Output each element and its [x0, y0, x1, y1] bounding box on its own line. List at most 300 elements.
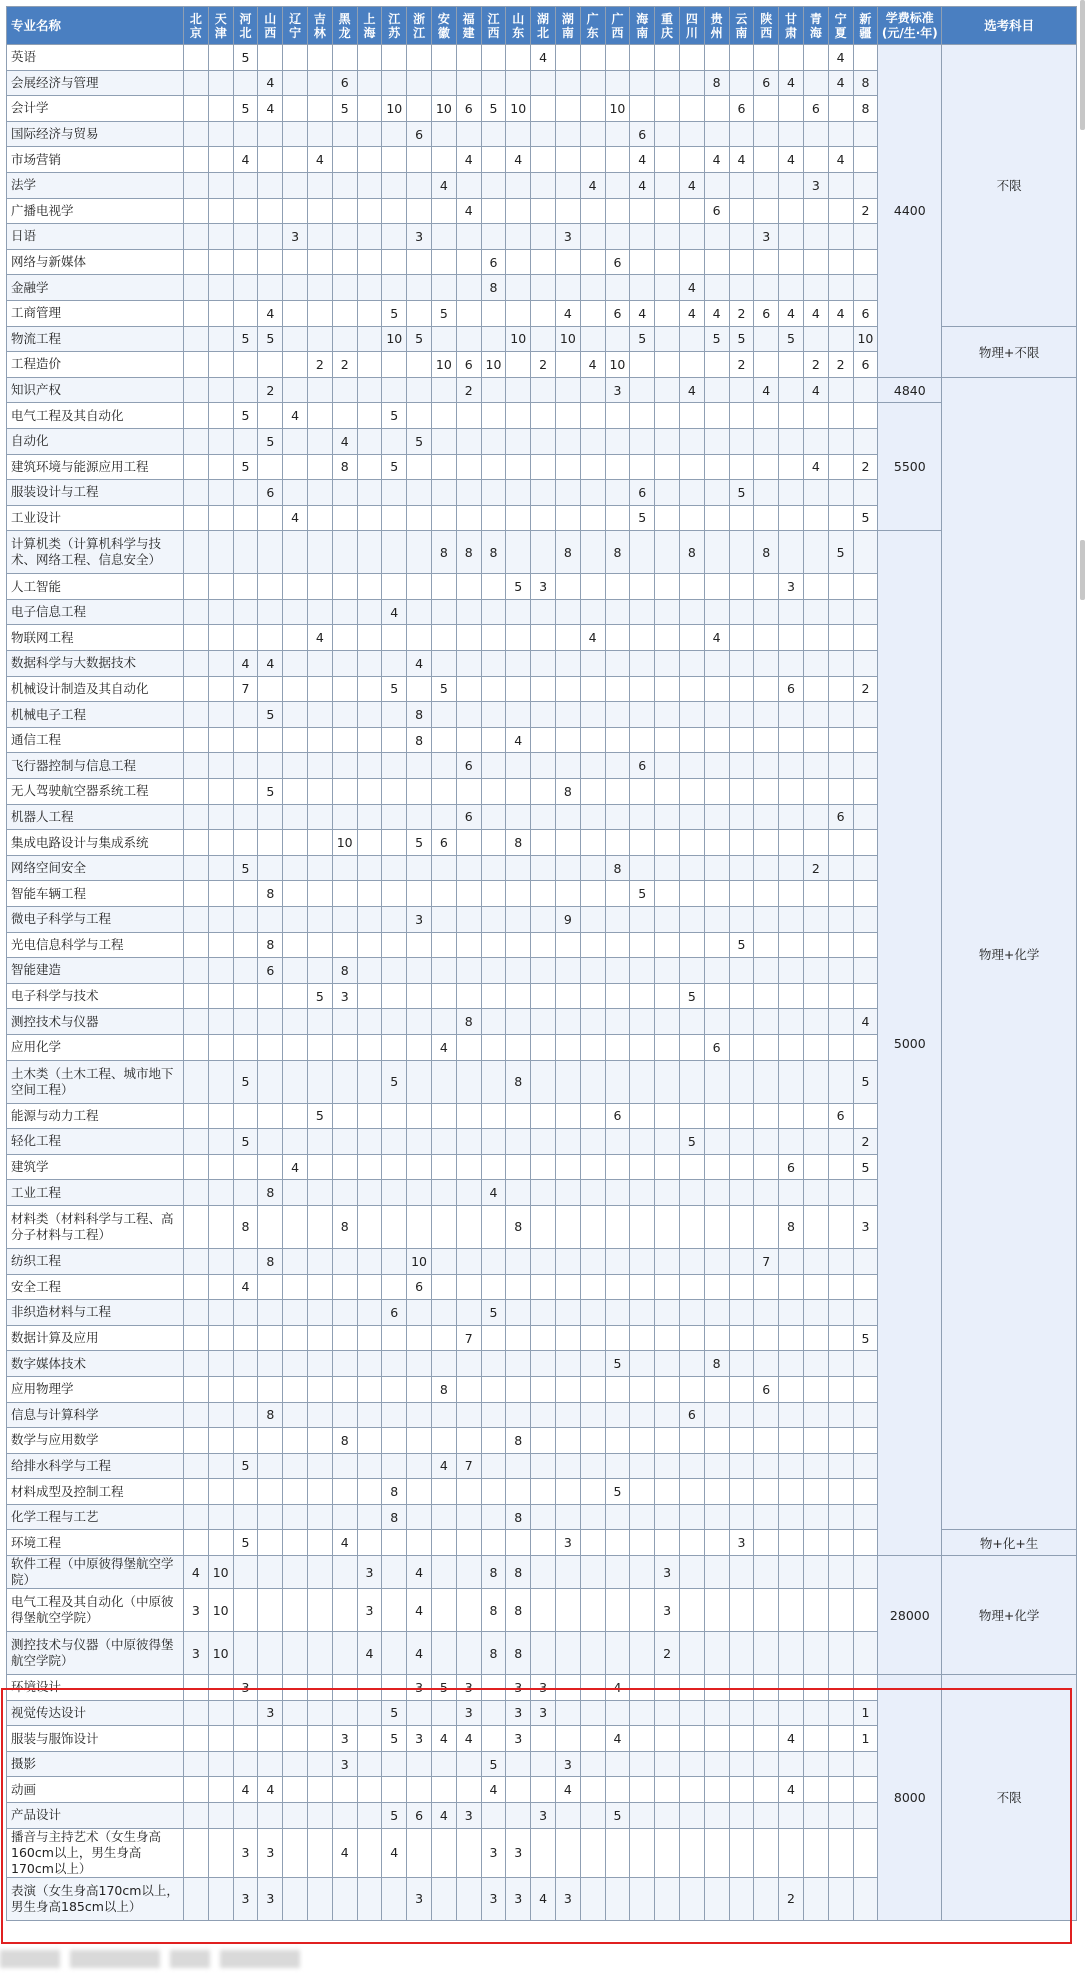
quota-cell [258, 599, 283, 625]
quota-cell [332, 326, 357, 352]
quota-cell [456, 1205, 481, 1248]
quota-cell [704, 1700, 729, 1726]
quota-cell [208, 300, 233, 326]
quota-cell [828, 1453, 853, 1479]
blurred-watermark [0, 1950, 300, 1968]
quota-cell [431, 881, 456, 907]
quota-cell: 4 [357, 1632, 382, 1675]
quota-cell [431, 1180, 456, 1206]
quota-cell [208, 983, 233, 1009]
quota-cell [382, 275, 407, 301]
quota-cell [258, 830, 283, 856]
quota-cell [555, 1632, 580, 1675]
quota-cell [456, 403, 481, 429]
quota-cell: 4 [332, 1530, 357, 1556]
quota-cell [481, 779, 506, 805]
quota-cell [283, 1376, 308, 1402]
quota-cell [803, 753, 828, 779]
major-name-cell: 应用物理学 [7, 1376, 184, 1402]
quota-cell [580, 753, 605, 779]
quota-cell: 4 [828, 300, 853, 326]
quota-cell [828, 1376, 853, 1402]
quota-cell [555, 275, 580, 301]
quota-cell [184, 224, 209, 250]
quota-cell [679, 1351, 704, 1377]
quota-cell [431, 599, 456, 625]
quota-cell [258, 147, 283, 173]
quota-cell [382, 830, 407, 856]
quota-cell [382, 625, 407, 651]
quota-cell [531, 326, 556, 352]
quota-cell [283, 1726, 308, 1752]
quota-cell [233, 1248, 258, 1274]
quota-cell [729, 599, 754, 625]
quota-cell [828, 1300, 853, 1326]
major-name-cell: 建筑学 [7, 1154, 184, 1180]
quota-cell [679, 480, 704, 506]
quota-cell [729, 428, 754, 454]
quota-cell: 4 [779, 300, 804, 326]
quota-cell: 6 [456, 352, 481, 378]
quota-cell [828, 377, 853, 403]
quota-cell [580, 958, 605, 984]
quota-cell [679, 907, 704, 933]
quota-cell [779, 1504, 804, 1530]
quota-cell [184, 1828, 209, 1877]
quota-cell [382, 1325, 407, 1351]
quota-cell [704, 1129, 729, 1155]
quota-cell [382, 352, 407, 378]
quota-cell [184, 70, 209, 96]
fee-cell: 5000 [878, 531, 942, 1556]
quota-cell [630, 1376, 655, 1402]
quota-cell: 5 [233, 454, 258, 480]
quota-cell [332, 727, 357, 753]
quota-cell [431, 804, 456, 830]
quota-cell [357, 1751, 382, 1777]
quota-cell: 4 [258, 96, 283, 122]
quota-cell [307, 1726, 332, 1752]
quota-cell [407, 1376, 432, 1402]
quota-cell [729, 172, 754, 198]
scrollbar-thumb-secondary[interactable] [1080, 540, 1085, 600]
quota-cell [679, 505, 704, 531]
quota-cell [531, 855, 556, 881]
quota-cell [431, 505, 456, 531]
quota-cell [357, 1828, 382, 1877]
quota-cell [779, 224, 804, 250]
quota-cell: 6 [407, 1803, 432, 1829]
quota-cell [803, 1453, 828, 1479]
quota-cell [506, 70, 531, 96]
quota-cell: 4 [605, 1726, 630, 1752]
quota-cell [481, 454, 506, 480]
quota-cell: 3 [407, 1675, 432, 1701]
quota-cell [729, 1479, 754, 1505]
scrollbar-thumb[interactable] [1080, 0, 1085, 130]
quota-cell [357, 958, 382, 984]
quota-cell [605, 625, 630, 651]
quota-cell: 5 [382, 1700, 407, 1726]
quota-cell [307, 1274, 332, 1300]
quota-cell [555, 1205, 580, 1248]
quota-cell [382, 1248, 407, 1274]
quota-cell [431, 428, 456, 454]
quota-cell [630, 198, 655, 224]
quota-cell [555, 352, 580, 378]
quota-cell [208, 505, 233, 531]
quota-cell [357, 403, 382, 429]
quota-cell [580, 932, 605, 958]
subject-cell: 物理+化学 [942, 1556, 1077, 1675]
quota-cell [184, 1877, 209, 1920]
quota-cell [407, 1300, 432, 1326]
quota-cell [803, 1103, 828, 1129]
quota-cell [307, 958, 332, 984]
quota-cell [729, 1632, 754, 1675]
quota-cell [779, 1351, 804, 1377]
quota-cell [655, 830, 680, 856]
quota-cell [704, 1180, 729, 1206]
quota-cell: 4 [704, 625, 729, 651]
quota-cell [580, 326, 605, 352]
quota-cell [481, 1034, 506, 1060]
quota-cell [754, 676, 779, 702]
quota-cell [679, 454, 704, 480]
quota-cell [431, 1248, 456, 1274]
header-fee: 学费标准(元/生·年) [878, 7, 942, 45]
quota-cell [555, 1300, 580, 1326]
quota-cell: 5 [605, 1803, 630, 1829]
quota-cell: 6 [754, 70, 779, 96]
quota-cell [258, 1751, 283, 1777]
quota-cell [357, 753, 382, 779]
quota-cell [605, 45, 630, 71]
quota-cell [382, 907, 407, 933]
quota-cell [655, 958, 680, 984]
quota-cell: 6 [456, 96, 481, 122]
quota-cell [605, 727, 630, 753]
quota-cell [407, 574, 432, 600]
quota-cell [655, 702, 680, 728]
quota-cell [208, 830, 233, 856]
quota-cell [283, 958, 308, 984]
quota-cell [605, 1877, 630, 1920]
quota-cell [853, 1504, 878, 1530]
major-name-cell: 计算机类（计算机科学与技术、网络工程、信息安全） [7, 531, 184, 574]
quota-cell [679, 45, 704, 71]
quota-cell [679, 403, 704, 429]
quota-cell [407, 1325, 432, 1351]
quota-cell [655, 1154, 680, 1180]
quota-cell: 5 [704, 326, 729, 352]
quota-cell [853, 1803, 878, 1829]
table-row [7, 1675, 1077, 1701]
quota-cell [704, 352, 729, 378]
quota-cell [531, 702, 556, 728]
quota-cell: 5 [382, 454, 407, 480]
quota-cell: 2 [456, 377, 481, 403]
quota-cell [605, 1325, 630, 1351]
quota-cell [307, 1803, 332, 1829]
quota-cell [555, 1325, 580, 1351]
quota-cell: 5 [233, 1060, 258, 1103]
quota-cell [208, 1700, 233, 1726]
quota-cell [283, 1274, 308, 1300]
quota-cell [357, 599, 382, 625]
quota-cell [456, 1060, 481, 1103]
quota-cell [456, 599, 481, 625]
header-province: 宁夏 [828, 7, 853, 45]
quota-cell [803, 428, 828, 454]
quota-cell [283, 574, 308, 600]
quota-cell [655, 1351, 680, 1377]
quota-cell [655, 352, 680, 378]
quota-cell [828, 1248, 853, 1274]
major-name-cell: 土木类（土木工程、城市地下空间工程） [7, 1060, 184, 1103]
quota-cell [630, 1402, 655, 1428]
quota-cell [506, 1248, 531, 1274]
quota-cell [729, 958, 754, 984]
quota-cell [853, 983, 878, 1009]
quota-cell [531, 121, 556, 147]
header-subject: 选考科目 [942, 7, 1077, 45]
quota-cell: 6 [803, 96, 828, 122]
quota-cell [258, 676, 283, 702]
quota-cell: 4 [803, 454, 828, 480]
major-name-cell: 表演（女生身高170cm以上，男生身高185cm以上） [7, 1877, 184, 1920]
quota-cell [655, 403, 680, 429]
quota-cell [357, 45, 382, 71]
fee-cell: 4400 [878, 45, 942, 378]
major-name-cell: 微电子科学与工程 [7, 907, 184, 933]
quota-cell [655, 1129, 680, 1155]
quota-cell: 8 [431, 1376, 456, 1402]
major-name-cell: 无人驾驶航空器系统工程 [7, 779, 184, 805]
major-name-cell: 电子科学与技术 [7, 983, 184, 1009]
quota-cell [481, 198, 506, 224]
quota-cell: 5 [729, 480, 754, 506]
quota-cell [258, 1009, 283, 1035]
quota-cell [679, 753, 704, 779]
quota-cell [332, 1700, 357, 1726]
quota-cell [531, 753, 556, 779]
quota-cell [605, 1376, 630, 1402]
quota-cell: 8 [555, 779, 580, 805]
quota-cell [828, 702, 853, 728]
quota-cell [679, 1803, 704, 1829]
quota-cell: 3 [184, 1632, 209, 1675]
quota-cell [580, 505, 605, 531]
quota-cell [431, 1428, 456, 1454]
quota-cell [456, 574, 481, 600]
quota-cell [481, 983, 506, 1009]
quota-cell [605, 958, 630, 984]
quota-cell [655, 1530, 680, 1556]
quota-cell [332, 932, 357, 958]
quota-cell [704, 121, 729, 147]
quota-cell [803, 249, 828, 275]
quota-cell [531, 1453, 556, 1479]
quota-cell [555, 1060, 580, 1103]
quota-cell [431, 779, 456, 805]
quota-cell [679, 1180, 704, 1206]
quota-cell [431, 1325, 456, 1351]
quota-cell [531, 300, 556, 326]
major-name-cell: 视觉传达设计 [7, 1700, 184, 1726]
quota-cell [283, 625, 308, 651]
quota-cell [382, 1034, 407, 1060]
quota-cell [481, 224, 506, 250]
quota-cell: 5 [258, 702, 283, 728]
quota-cell: 10 [208, 1556, 233, 1589]
quota-cell [233, 625, 258, 651]
quota-cell: 7 [456, 1325, 481, 1351]
quota-cell [258, 1103, 283, 1129]
quota-cell [580, 1504, 605, 1530]
quota-cell [357, 377, 382, 403]
quota-cell: 7 [456, 1453, 481, 1479]
quota-cell [407, 1205, 432, 1248]
quota-cell [481, 1274, 506, 1300]
quota-cell [704, 958, 729, 984]
quota-cell [531, 403, 556, 429]
quota-cell [828, 326, 853, 352]
quota-cell: 3 [283, 224, 308, 250]
quota-cell [704, 480, 729, 506]
quota-cell [208, 1248, 233, 1274]
quota-cell [233, 275, 258, 301]
quota-cell [307, 651, 332, 677]
quota-cell [357, 1129, 382, 1155]
quota-cell [307, 172, 332, 198]
quota-cell [307, 676, 332, 702]
quota-cell: 4 [853, 1009, 878, 1035]
quota-cell: 4 [407, 1589, 432, 1632]
quota-cell [357, 1300, 382, 1326]
quota-cell [382, 779, 407, 805]
quota-cell [233, 1589, 258, 1632]
quota-cell [655, 599, 680, 625]
quota-cell [357, 172, 382, 198]
quota-cell [184, 403, 209, 429]
quota-cell [729, 45, 754, 71]
quota-cell [779, 1700, 804, 1726]
quota-cell [506, 907, 531, 933]
quota-cell [679, 1248, 704, 1274]
quota-cell [258, 1556, 283, 1589]
quota-cell [704, 1504, 729, 1530]
quota-cell [655, 454, 680, 480]
quota-cell [283, 1428, 308, 1454]
quota-cell [754, 1154, 779, 1180]
major-name-cell: 机械设计制造及其自动化 [7, 676, 184, 702]
quota-cell [580, 275, 605, 301]
quota-cell [754, 428, 779, 454]
quota-cell [283, 702, 308, 728]
quota-cell [605, 70, 630, 96]
quota-cell [357, 275, 382, 301]
quota-cell [679, 1453, 704, 1479]
quota-cell [233, 505, 258, 531]
quota-cell [258, 1589, 283, 1632]
quota-cell [258, 1129, 283, 1155]
quota-cell: 4 [630, 172, 655, 198]
quota-cell: 4 [630, 147, 655, 173]
quota-cell [630, 1325, 655, 1351]
quota-cell [853, 574, 878, 600]
quota-cell [233, 830, 258, 856]
quota-cell [580, 830, 605, 856]
quota-cell [679, 574, 704, 600]
quota-cell [431, 198, 456, 224]
quota-cell [655, 1300, 680, 1326]
quota-cell [258, 983, 283, 1009]
quota-cell [779, 198, 804, 224]
quota-cell [754, 1351, 779, 1377]
quota-cell [605, 574, 630, 600]
quota-cell [580, 1402, 605, 1428]
quota-cell [456, 454, 481, 480]
quota-cell [555, 804, 580, 830]
quota-cell [803, 958, 828, 984]
quota-cell [456, 1034, 481, 1060]
quota-cell [407, 1751, 432, 1777]
quota-cell [655, 1877, 680, 1920]
quota-cell [828, 779, 853, 805]
quota-cell [828, 1828, 853, 1877]
quota-cell [655, 1803, 680, 1829]
quota-cell [580, 198, 605, 224]
quota-cell [208, 932, 233, 958]
major-name-cell: 电气工程及其自动化（中原彼得堡航空学院） [7, 1589, 184, 1632]
quota-cell [580, 1877, 605, 1920]
quota-cell [233, 932, 258, 958]
quota-cell [605, 1034, 630, 1060]
quota-cell [283, 932, 308, 958]
quota-cell [803, 1402, 828, 1428]
quota-cell [357, 1180, 382, 1206]
quota-cell [357, 1103, 382, 1129]
quota-cell [332, 198, 357, 224]
quota-cell [679, 1103, 704, 1129]
major-name-cell: 数字媒体技术 [7, 1351, 184, 1377]
quota-cell [531, 428, 556, 454]
quota-cell [729, 1376, 754, 1402]
quota-cell [357, 1034, 382, 1060]
quota-cell [803, 1589, 828, 1632]
quota-cell [605, 1504, 630, 1530]
quota-cell [729, 1589, 754, 1632]
quota-cell [481, 70, 506, 96]
quota-cell [208, 1479, 233, 1505]
quota-cell [357, 830, 382, 856]
major-name-cell: 产品设计 [7, 1803, 184, 1829]
quota-cell [655, 1453, 680, 1479]
quota-cell [456, 1479, 481, 1505]
quota-cell [630, 1632, 655, 1675]
header-province: 天津 [208, 7, 233, 45]
quota-cell [531, 1828, 556, 1877]
quota-cell [332, 1129, 357, 1155]
quota-cell [506, 224, 531, 250]
quota-cell [605, 753, 630, 779]
quota-cell [332, 249, 357, 275]
quota-cell [382, 1675, 407, 1701]
quota-cell [431, 1154, 456, 1180]
quota-cell: 8 [481, 1589, 506, 1632]
quota-cell [407, 531, 432, 574]
